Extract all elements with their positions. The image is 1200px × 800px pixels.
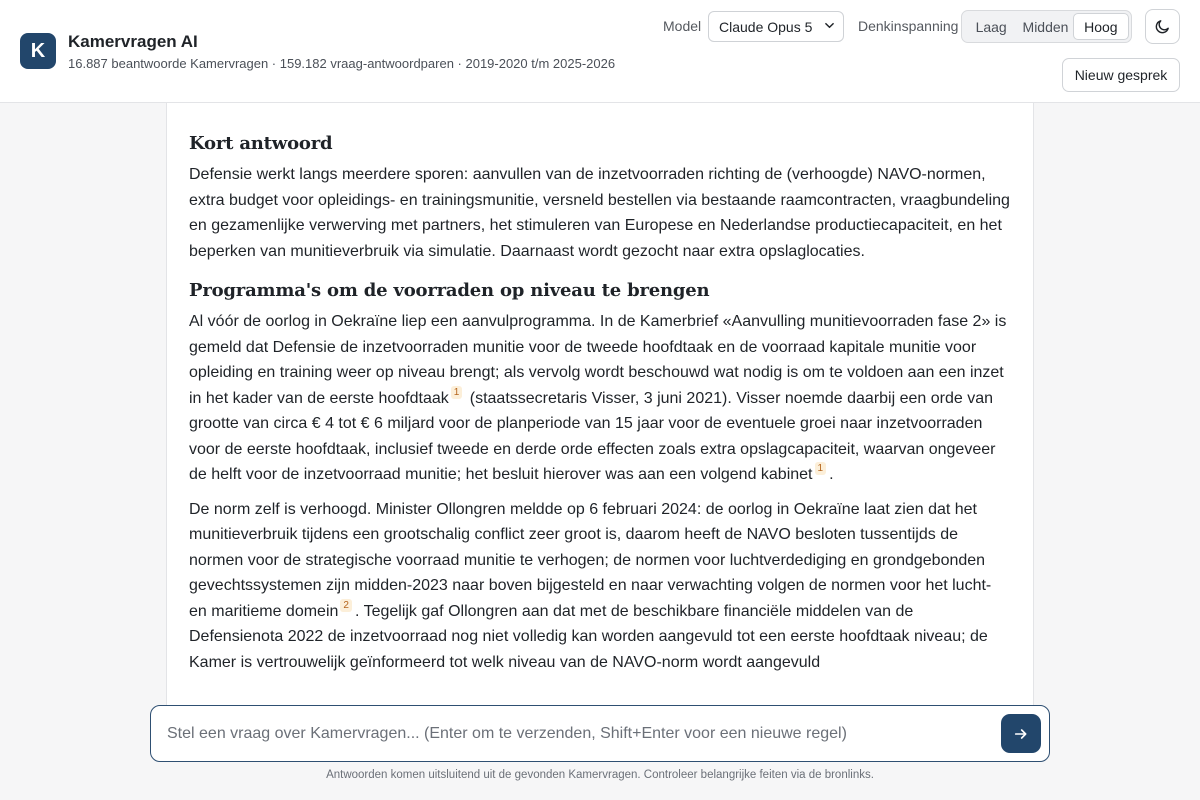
new-chat-button[interactable]: Nieuw gesprek [1062,58,1180,92]
answer-card [166,103,1034,743]
theme-toggle-button[interactable] [1145,9,1180,44]
short-answer-text: Defensie werkt langs meerdere sporen: aanvullen van de inzetvoorraden richting de (verhoogde) NAVO-normen, extra budget voor opleidings- en trainingsmunitie, versneld bestellen via bestaande raamcontracten, vraagbundeling en gezamenlijke verwerving met partners, het stimuleren van Europese en Nederlandse productiecapaciteit, en het beperken van munitieverbruik via simulatie. Daarnaast wordt gezocht naar extra opslaglocaties. [189,166,1010,260]
model-select[interactable] [708,11,844,42]
model-select-value: Claude Opus 5 [719,18,813,35]
app-logo [20,33,56,69]
model-label: Model [663,18,702,34]
disclaimer-text: Antwoorden komen uitsluitend uit de gevonden Kamervragen. Controleer belangrijke feiten via de bronlinks. [326,769,874,781]
effort-label: Denkinspanning [858,18,959,34]
paragraph-text: (staatssecretaris Visser, 3 juni 2021). Visser noemde daarbij een orde van grootte van circa € 4 tot € 6 miljard voor de planperiode van 15 jaar voor de eventuele groei naar inzetvoorraden voor de eerste hoofdtaak, inclusief tweede en derde orde effecten zoals extra opslagcapaciteit, waarvan ongeveer de helft voor de inzetvoorraad munitie; het besluit hierover was aan een volgend kabinet [189,389,996,483]
paragraph-text: De norm zelf is verhoogd. Minister Ollongren meldde op 6 februari 2024: de oorlog in Oekraïne laat zien dat het munitieverbruik tijdens een grootschalig conflict zeer groot is, daarom heeft de NAVO besloten tussentijds de normen voor de strategische voorraad munitie te verhogen; de normen voor luchtverdediging en grondgebonden gevechtssystemen zijn midden-2023 naar boven bijgesteld en naar verwachting volgen de normen voor het lucht- en maritieme domein [189,500,992,620]
heading-programs: Programma's om de voorraden op niveau te brengen [189,280,710,301]
send-button[interactable] [1001,714,1041,753]
chevron-down-icon [825,21,834,30]
effort-segmented-control [961,10,1132,43]
paragraph-text: . Tegelijk gaf Ollongren aan dat met de beschikbare financiële middelen van de Defensienota 2022 de inzetvoorraad nog niet volledig kan worden aangevuld tot een eerste hoofdtaak niveau; de Kamer is vertrouwelijk geïnformeerd tot welk niveau van de NAVO-norm wordt aangevuld [189,602,988,671]
app-title: Kamervragen AI [68,32,198,51]
heading-short-answer: Kort antwoord [189,133,333,154]
question-input-placeholder: Stel een vraag over Kamervragen... (Enter om te verzenden, Shift+Enter voor een nieuwe regel) [167,725,847,742]
question-input[interactable] [150,705,1050,762]
moon-icon [1154,18,1171,35]
citation-badge[interactable]: 1 [815,462,827,475]
effort-option-low[interactable]: Laag [975,18,1007,35]
effort-option-high[interactable]: Hoog [1073,13,1129,40]
app-header [0,0,1200,103]
citation-badge[interactable]: 1 [451,386,463,399]
app-subtitle: 16.887 beantwoorde Kamervragen · 159.182 vraag-antwoordparen · 2019-2020 t/m 2025-2026 [68,56,616,71]
logo-letter: K [30,39,46,62]
paragraph-programs-1 [189,309,1011,488]
paragraph-text: Al vóór de oorlog in Oekraïne liep een aanvulprogramma. In de Kamerbrief «Aanvulling munitievoorraden fase 2» is gemeld dat Defensie de inzetvoorraden munitie voor de tweede hoofdtaak en de voorraad kapitale munitie voor opleiding en training weer op niveau brengt; als vervolg wordt beschouwd wat nodig is om te voldoen aan een inzet in het kader van de eerste hoofdtaak [189,313,1007,407]
citation-badge[interactable]: 2 [340,599,352,612]
effort-option-medium[interactable]: Midden [1022,18,1069,35]
paragraph-text: . [829,466,834,483]
arrow-right-icon [1013,726,1029,742]
paragraph-programs-2 [189,497,1011,676]
